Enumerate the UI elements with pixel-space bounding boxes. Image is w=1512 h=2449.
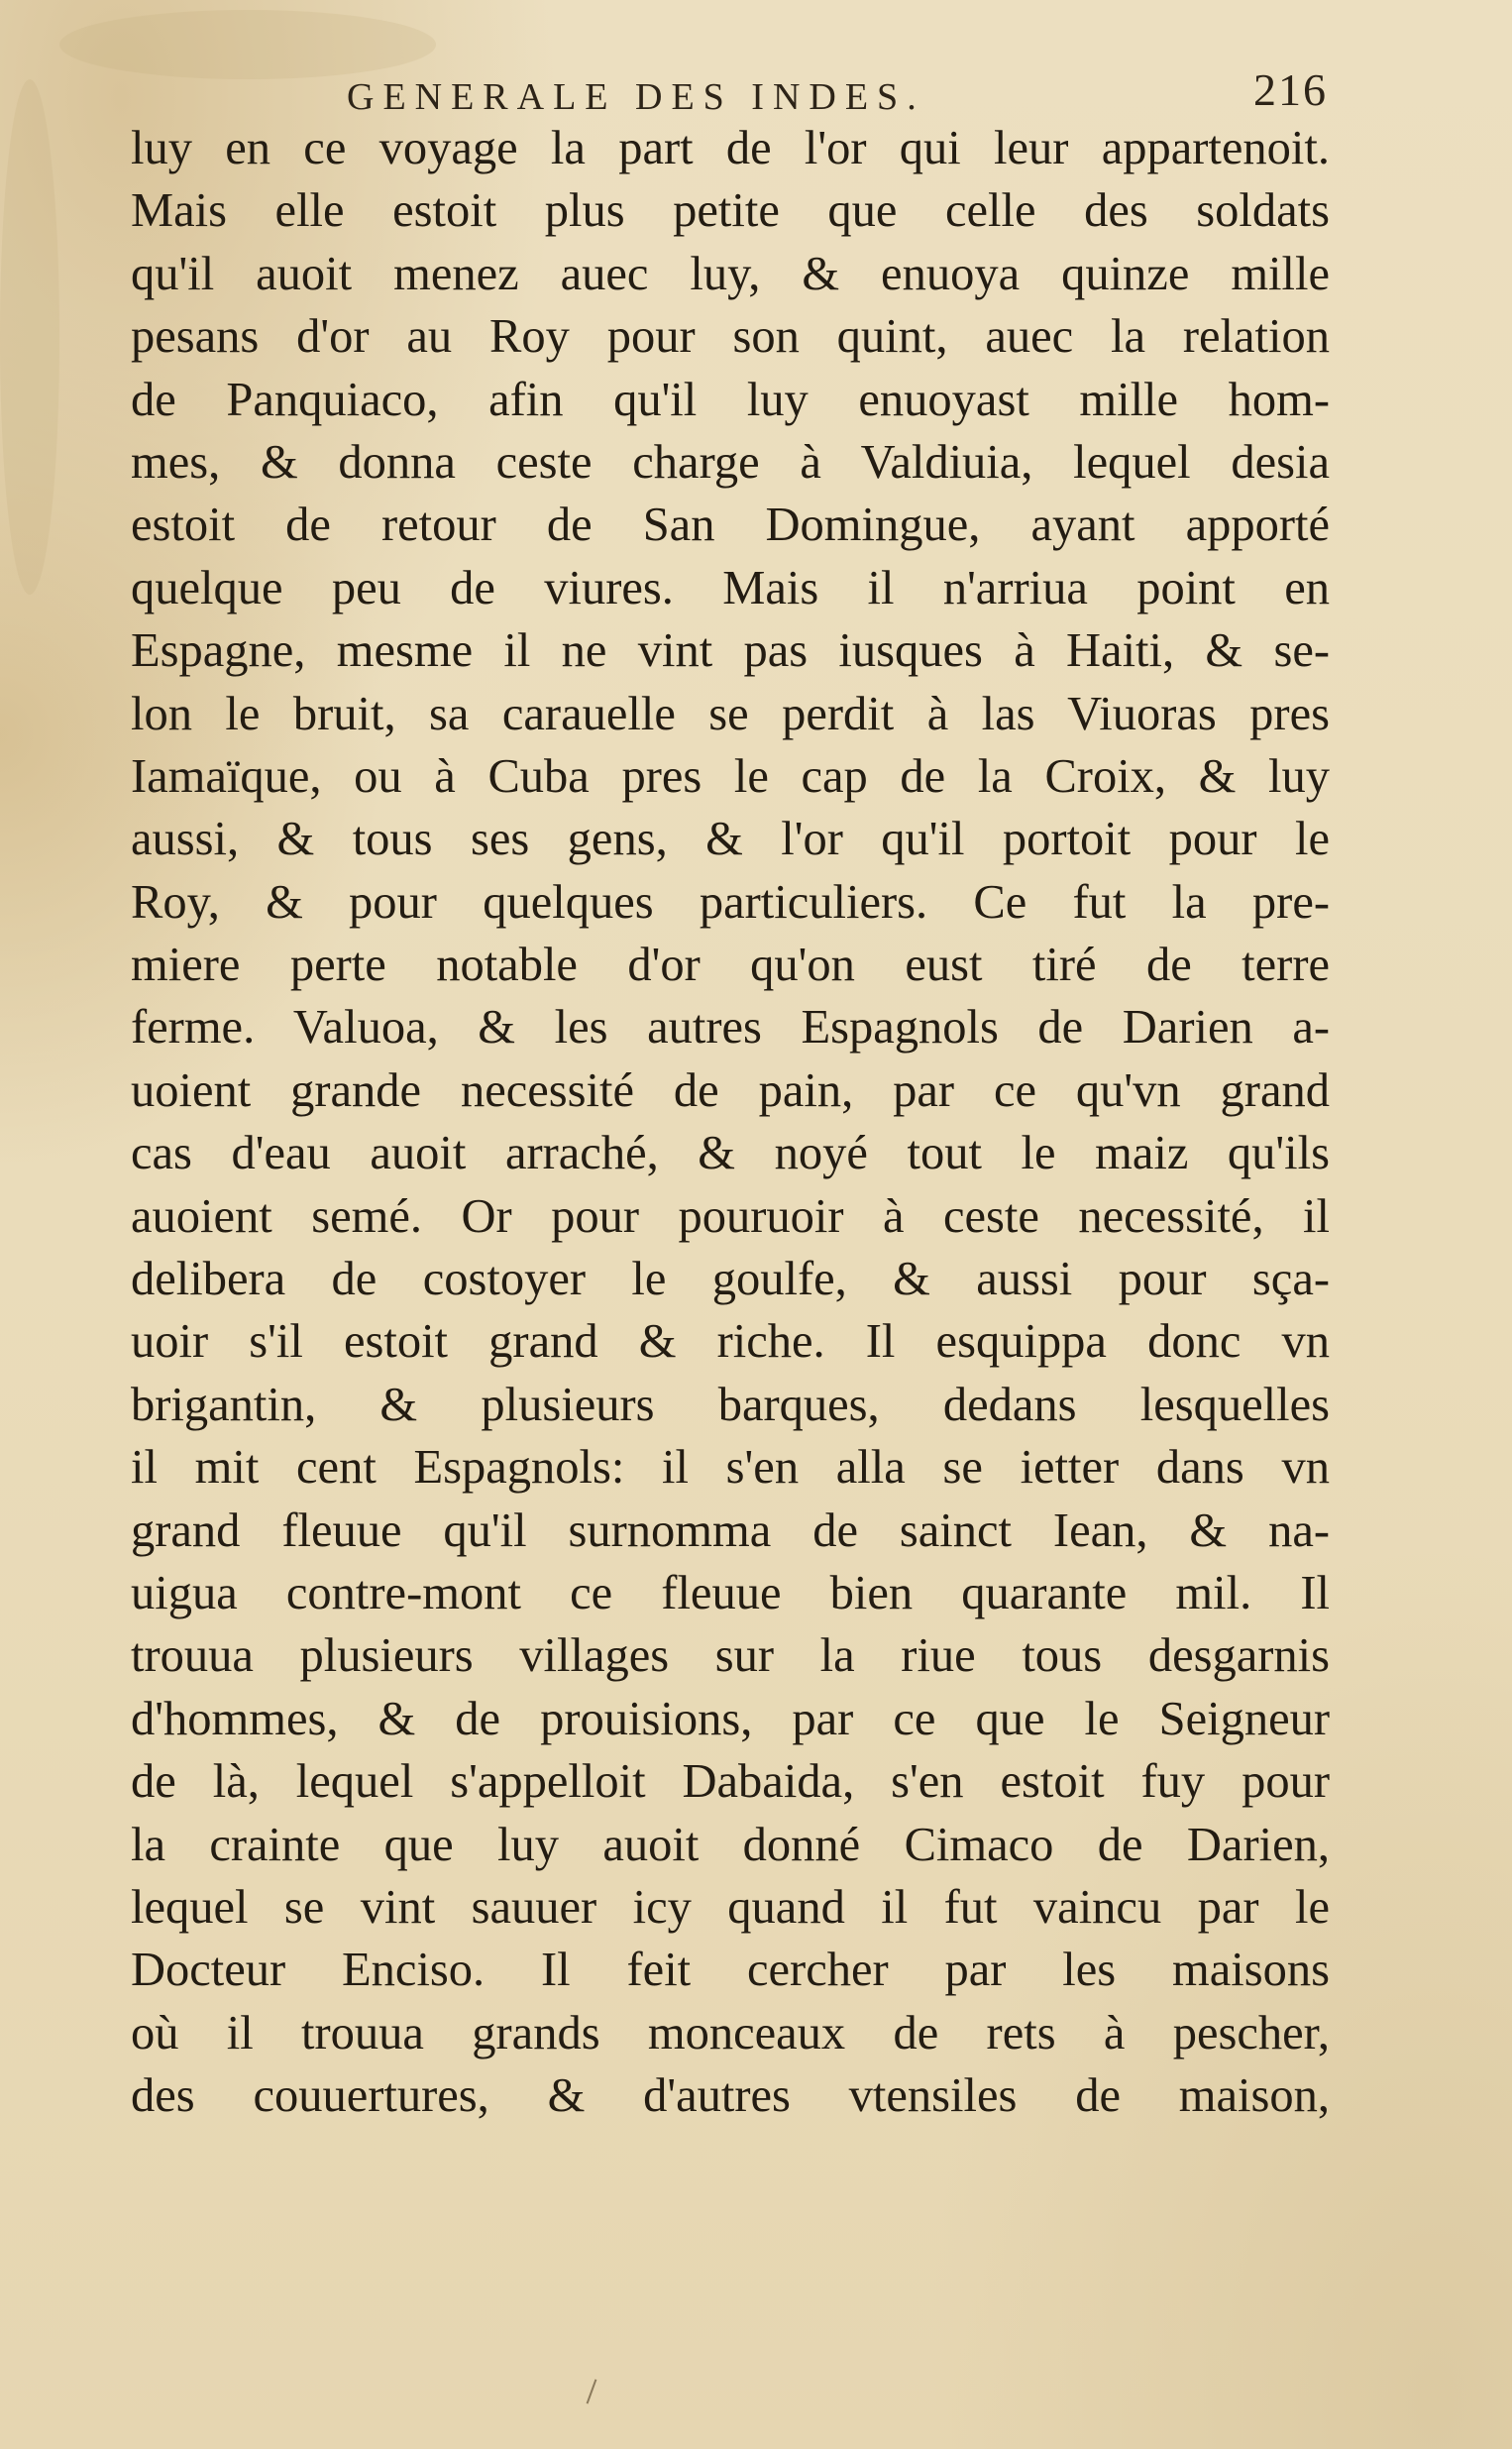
text-line: luy en ce voyage la part de l'or qui leur appartenoit. [131,122,1330,174]
text-line: ferme. Valuoa, & les autres Espagnols de Darien a- [131,1001,1330,1055]
text-line: il mit cent Espagnols: il s'en alla se ietter dans vn [131,1441,1330,1495]
text-line: mes, & donna ceste charge à Valdiuia, lequel desia [131,435,1330,489]
text-line: quelque peu de viures. Mais il n'arriua point en [131,561,1330,614]
text-line: uoir s'il estoit grand & riche. Il esquippa donc vn [131,1315,1330,1369]
text-line: pesans d'or au Roy pour son quint, auec la relation [131,310,1330,364]
page-number: 216 [1253,64,1328,115]
text-line: d'hommes, & de prouisions, par ce que le Seigneur [131,1692,1330,1745]
text-line: Docteur Enciso. Il feit cercher par les maisons [131,1944,1330,1997]
text-line: de Panquiaco, afin qu'il luy enuoyast mille hom- [131,373,1330,426]
text-line: trouua plusieurs villages sur la riue tous desgarnis [131,1629,1330,1683]
text-line: brigantin, & plusieurs barques, dedans lesquelles [131,1378,1330,1431]
text-line: aussi, & tous ses gens, & l'or qu'il portoit pour le [131,813,1330,866]
text-line: estoit de retour de San Domingue, ayant apporté [131,499,1330,552]
text-line: lequel se vint sauuer icy quand il fut vaincu par le [131,1880,1330,1934]
text-line: de là, lequel s'appelloit Dabaida, s'en estoit fuy pour [131,1755,1330,1809]
body-text [131,117,1330,2128]
text-line: Iamaïque, ou à Cuba pres le cap de la Croix, & luy [131,749,1330,803]
text-line: cas d'eau auoit arraché, & noyé tout le maiz qu'ils [131,1127,1330,1180]
text-line: miere perte notable d'or qu'on eust tiré de terre [131,939,1330,992]
text-line: où il trouua grands monceaux de rets à pescher, [131,2006,1330,2059]
text-line: qu'il auoit menez auec luy, & enuoya quinze mille [131,247,1330,300]
text-line: grand fleuue qu'il surnomma de sainct Iean, & na- [131,1503,1330,1557]
text-line: Espagne, mesme il ne vint pas iusques à Haiti, & se- [131,624,1330,678]
ink-mark [587,2379,597,2403]
text-line: lon le bruit, sa carauelle se perdit à las Viuoras pres [131,687,1330,740]
text-line: des couuertures, & d'autres vtensiles de maison, [131,2069,1330,2123]
text-line: la crainte que luy auoit donné Cimaco de Darien, [131,1818,1330,1871]
text-line: Mais elle estoit plus petite que celle des soldats [131,184,1330,238]
paper-stain [0,79,59,595]
running-title: GENERALE DES INDES. [347,76,925,118]
text-line: delibera de costoyer le goulfe, & aussi pour sça- [131,1253,1330,1306]
text-line: uigua contre-mont ce fleuue bien quarante mil. Il [131,1566,1330,1619]
text-line: Roy, & pour quelques particuliers. Ce fut la pre- [131,875,1330,929]
text-line: auoient semé. Or pour pouruoir à ceste necessité, il [131,1189,1330,1243]
text-line: uoient grande necessité de pain, par ce qu'vn grand [131,1063,1330,1117]
